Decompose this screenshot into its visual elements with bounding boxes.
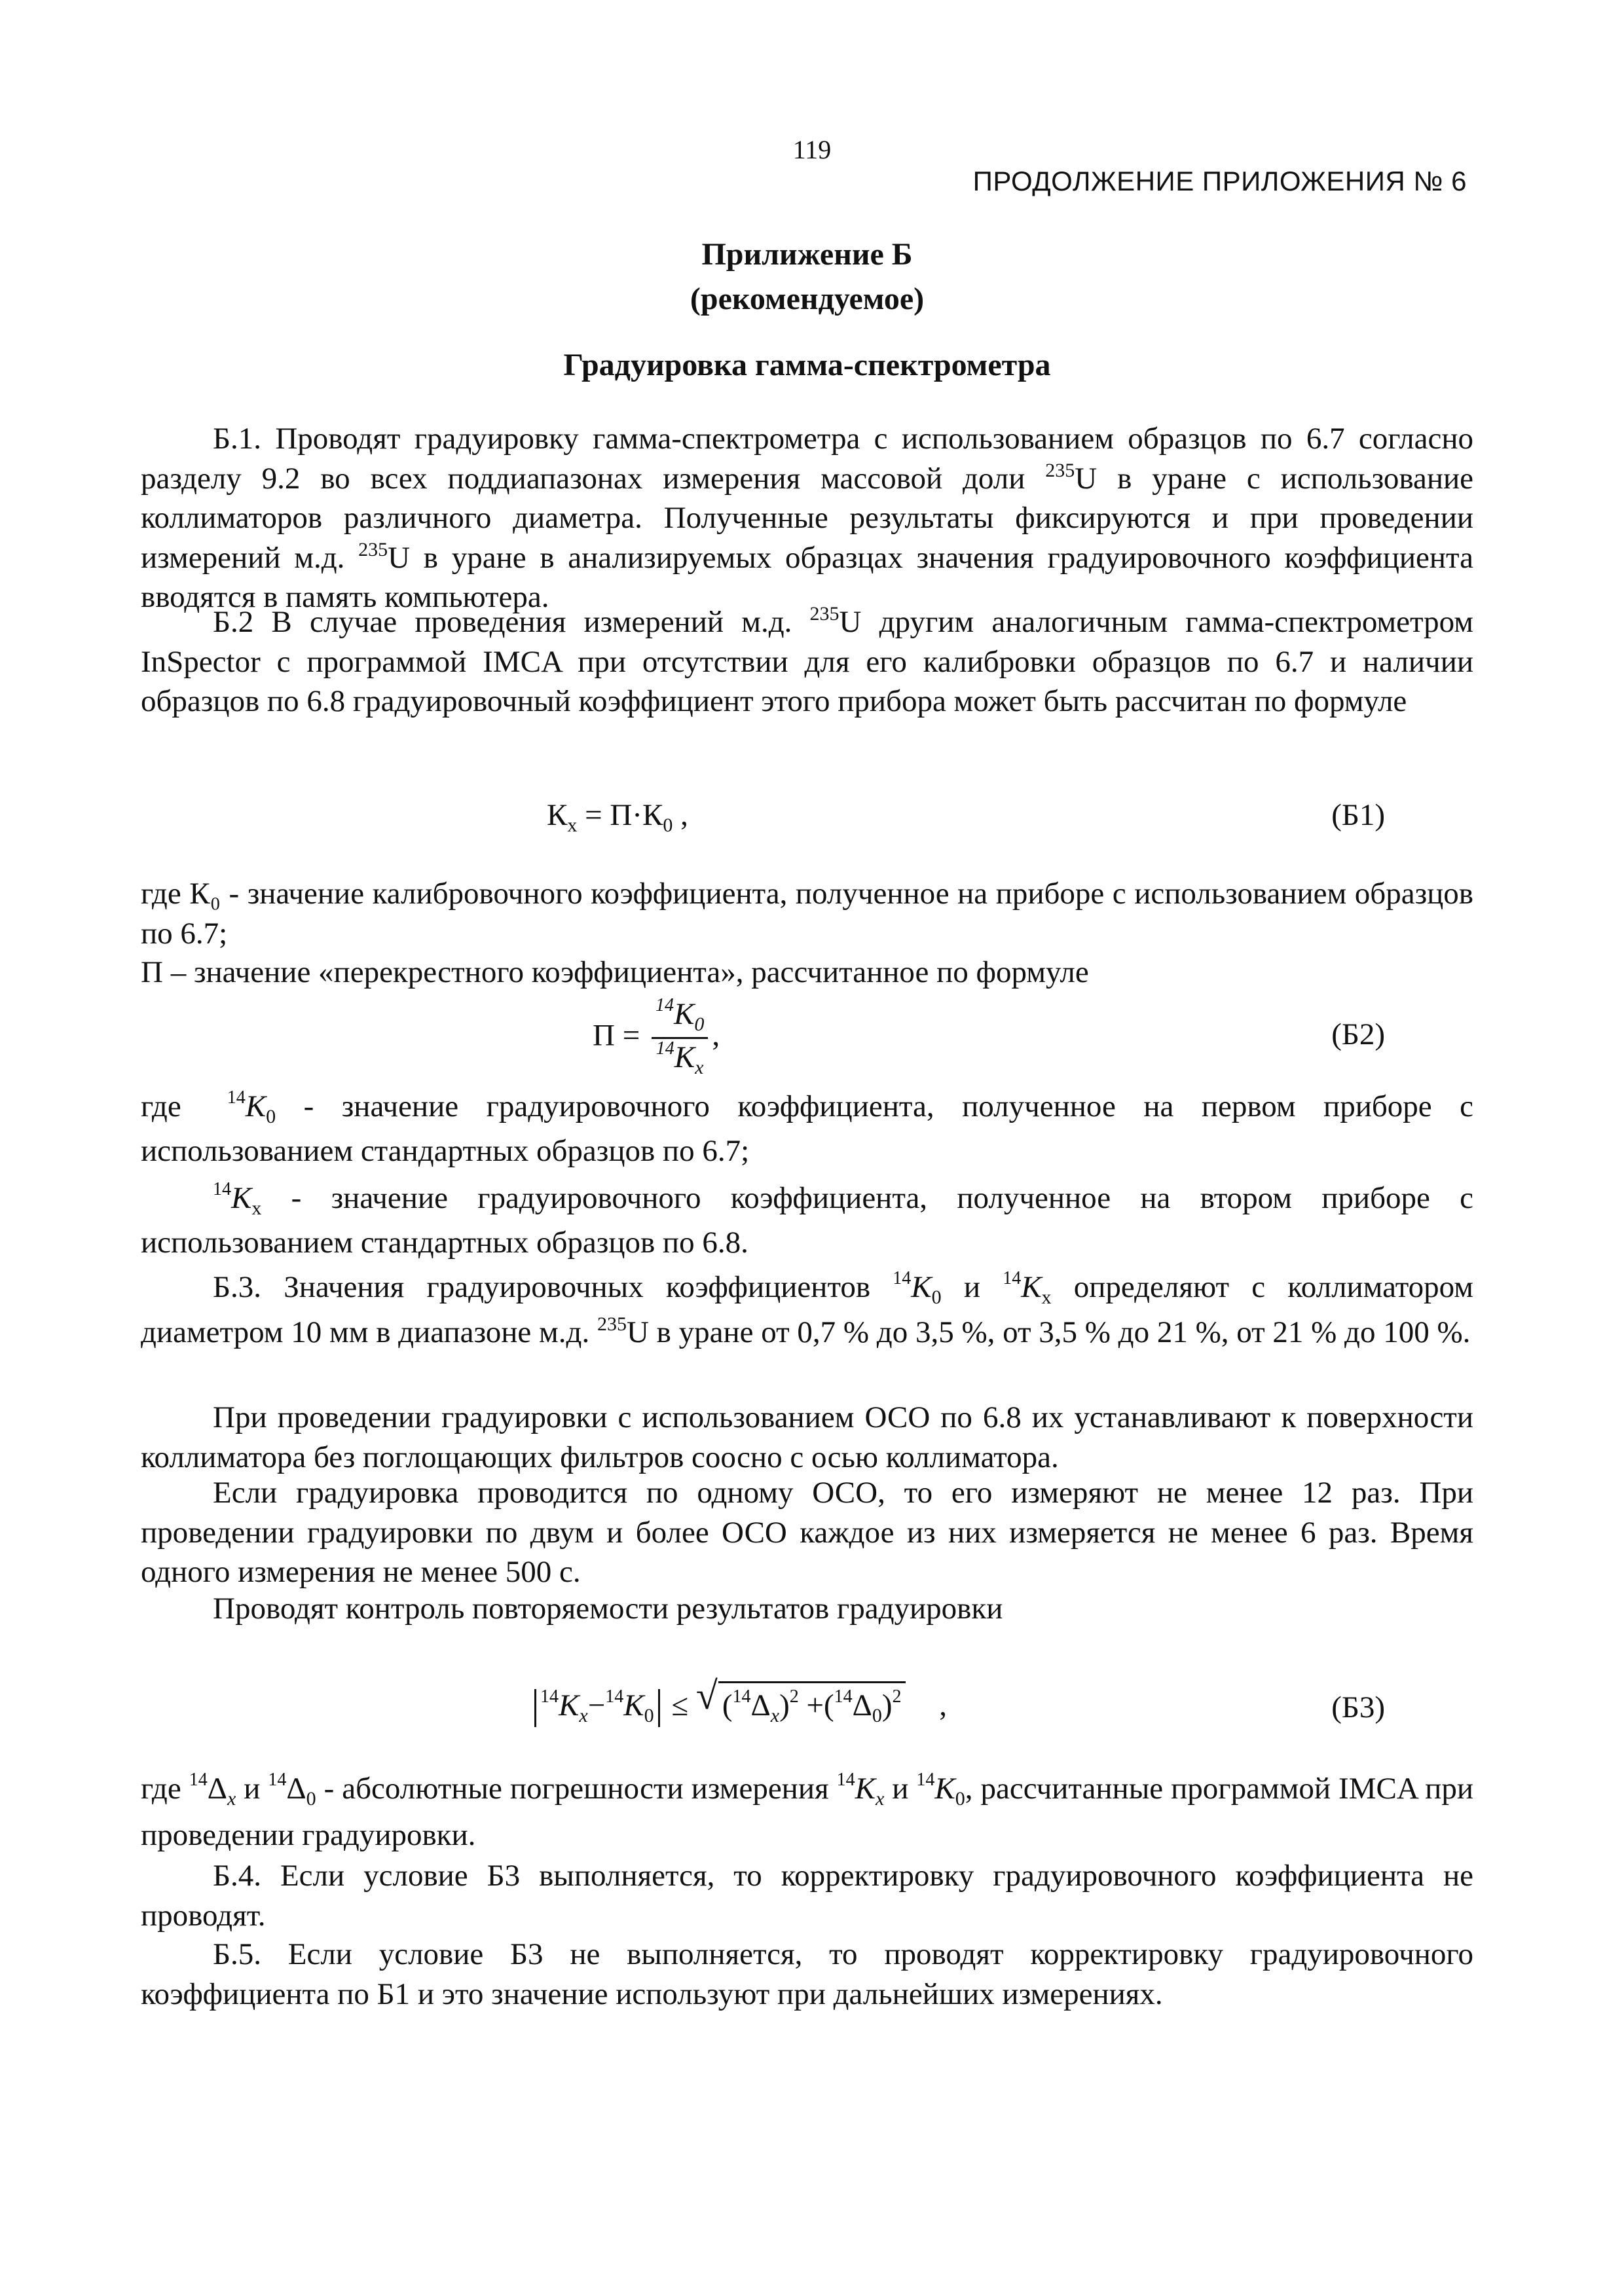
formula-b2 [141,992,1473,1077]
wd-text-1: - абсолютные погрешности измерения [316,1772,837,1806]
formula-b1 [141,795,1473,835]
b3-delta-sub-0: 0 [872,1705,882,1726]
p2-text-a: Б.2 В случае проведения измерений м.д. [213,605,810,639]
b2-fraction [652,996,708,1080]
where-delta [141,1768,1473,1856]
p3-text-d: U в уране от 0,7 % до 3,5 %, от 3,5 % до 21 %, от 21 % до 100 %. [626,1315,1471,1349]
where-14k0-sub: 0 [266,1106,276,1127]
p3-sub1: 0 [931,1286,942,1308]
where-14kx-k: K [231,1181,252,1215]
paragraph-b4: Б.4. Если условие Б3 выполняется, то корректировку градуировочного коэффициента не проводят. [141,1859,1473,1933]
p1-text-a: Б.1. Проводят градуировку гамма-спектрометра с использованием образцов по 6.7 согласно разделу 9.2 во всех поддиапазонах измерения массовой доли [141,422,1473,496]
b2-num-k: K [673,997,695,1031]
p3-text-a: Б.3. Значения градуировочных коэффициентов [213,1270,893,1304]
paragraph-oso: При проведении градуировки с использованием ОСО по 6.8 их устанавливают к поверхности коллиматора без поглощающих фильтров соосно с осью коллиматора. [141,1400,1473,1474]
wd-delta-2: Δ [286,1772,306,1806]
paragraph-b3 [141,1267,1473,1353]
p3-pre1: 14 [893,1268,912,1288]
b3-delta-2: Δ [852,1688,872,1722]
p2-sup-235: 235 [809,603,840,625]
b1-tail: , [673,798,688,832]
appendix-heading [141,232,1473,321]
b1-sub-0: 0 [663,814,673,836]
b3-pre-2: 14 [605,1686,624,1707]
wd-sub-x-2: x [875,1788,885,1810]
wd-pre-4: 14 [916,1770,935,1790]
wd-k-1: K [855,1772,876,1806]
p2-text-b: U другим аналогичным гамма-спектрометром InSpector с программой IMCA при отсутствии для его калибровки образцов по 6.7 и наличии образцов по 6.8 градуировочный коэффициент этого прибора может быть рассчитан по формуле [141,605,1473,718]
b3-sub-0: 0 [644,1705,654,1726]
wd-delta-1: Δ [207,1772,227,1806]
formula-b2-expression [593,996,720,1080]
abs-bar-right [658,1689,660,1727]
b2-num-pre: 14 [655,995,674,1015]
b3-le: ≤ [663,1688,696,1722]
b3-delta-1: Δ [750,1688,771,1722]
wd-lead: где [141,1772,189,1806]
where-k0: где К₀ - значение калибровочного коэффициента, полученное на приборе с использованием образцов по 6.7; [141,877,1473,951]
b3-sqrt [695,1674,906,1730]
formula-b2-number: (Б2) [1331,1017,1385,1051]
paragraph-repeat: Если градуировка проводится по одному ОСО, то его измеряют не менее 12 раз. При проведении градуировки по двум и более ОСО каждое из них измеряется не менее 6 раз. Время одного измерения не менее 500 с. [141,1476,1473,1589]
p3-sub2: x [1041,1286,1052,1308]
b3-pre-1: 14 [540,1686,559,1707]
formula-b3-number: (Б3) [1331,1690,1385,1724]
paragraph-b1 [141,419,1473,617]
wd-and-1: и [236,1772,268,1806]
b3-sq-2: 2 [892,1686,902,1707]
p3-k2: K [1021,1270,1042,1304]
appendix-subtitle: (рекомендуемое) [690,282,925,316]
b3-delta-sub-x: x [770,1705,780,1726]
sqrt-sign-icon: √ [695,1674,718,1717]
b3-sub-x: x [579,1705,588,1726]
where-14kx [141,1178,1473,1262]
b3-sqrt-body: $(^{14}\Delta_x)^2 +(^{14}\Delta_0)^2$ [718,1681,906,1730]
b3-tail: , [931,1688,948,1722]
formula-b1-expression [547,795,688,839]
b3-sq-1: 2 [789,1686,799,1707]
wd-sub-0-1: 0 [306,1788,316,1810]
formula-b3 [141,1676,1473,1735]
header-continuation: ПРОДОЛЖЕНИЕ ПРИЛОЖЕНИЯ № 6 [972,166,1467,196]
where-14kx-text: - значение градуировочного коэффициента, полученное на втором приборе с использованием стандартных образцов по 6.8. [141,1181,1473,1260]
b2-den-k: K [674,1040,695,1074]
where-14k0-k: K [245,1089,267,1123]
wd-text-2: , рассчитанные программой IMCA при проведении градуировки. [141,1772,1473,1852]
b2-denominator [652,1039,708,1080]
abs-bar-left [534,1689,536,1727]
b3-pre-3: 14 [732,1686,751,1707]
b2-numerator [652,996,708,1039]
where-14k0-pre: 14 [227,1087,246,1108]
wd-pre-1: 14 [189,1770,208,1790]
b3-pre-4: 14 [834,1686,853,1707]
b3-plus: + [798,1688,824,1722]
wd-sub-0-2: 0 [955,1788,965,1810]
wd-and-2: и [884,1772,917,1806]
paragraph-b5: Б.5. Если условие Б3 не выполняется, то проводят корректировку градуировочного коэффициента по Б1 и это значение используют при дальнейших измерениях. [141,1937,1473,2011]
formula-b1-number: (Б1) [1331,798,1385,832]
b2-num-sub: 0 [694,1013,705,1035]
wd-k-2: K [934,1772,955,1806]
appendix-title: Прилижение Б [701,237,913,272]
b2-den-pre: 14 [655,1038,674,1059]
b3-minus: − [587,1688,606,1722]
b2-den-sub: x [695,1057,704,1078]
p3-text-b: и [941,1270,1003,1304]
b3-k-2: K [623,1688,644,1722]
p1-sup-235: 235 [1045,459,1075,481]
where-14kx-pre: 14 [213,1179,231,1199]
where-14k0-lead: где [141,1089,181,1123]
p1-text-b: U в уране с использование коллиматоров различного диаметра. Полученные результаты фиксируются и при проведении измерений м.д. [141,461,1473,575]
p1-text-c: U в уране в анализируемых образцах значения градуировочного коэффициента вводятся в память компьютера. [141,540,1473,614]
b1-sub-x: x [567,814,578,836]
where-14kx-sub: x [251,1197,262,1219]
b3-k-1: K [559,1688,580,1722]
paragraph-b2 [141,602,1473,721]
b1-mid: = П·К [577,798,663,832]
page-number: 119 [792,135,832,164]
wd-sub-x-1: x [227,1788,236,1810]
p3-pre2: 14 [1003,1268,1022,1288]
formula-b3-expression [530,1674,948,1730]
where-p: П – значение «перекрестного коэффициента», рассчитанное по формуле [141,955,1089,989]
paragraph-control: Проводят контроль повторяемости результатов градуировки [213,1592,1003,1626]
where-14k0-text: - значение градуировочного коэффициента, полученное на первом приборе с использованием стандартных образцов по 6.7; [141,1089,1473,1168]
wd-pre-2: 14 [268,1770,287,1790]
b2-tail: , [712,1018,720,1053]
p3-text-c: определяют с коллиматором диаметром 10 мм в диапазоне м.д. [141,1270,1474,1349]
b1-k: К [547,798,568,832]
p1-sup-235b: 235 [358,538,388,560]
section-title: Градуировка гамма-спектрометра [563,348,1051,382]
b2-lhs: П = [593,1018,648,1053]
where-14k0 [141,1087,1473,1171]
p3-k1: K [911,1270,932,1304]
wd-pre-3: 14 [836,1770,855,1790]
p3-sup-235: 235 [597,1313,627,1335]
